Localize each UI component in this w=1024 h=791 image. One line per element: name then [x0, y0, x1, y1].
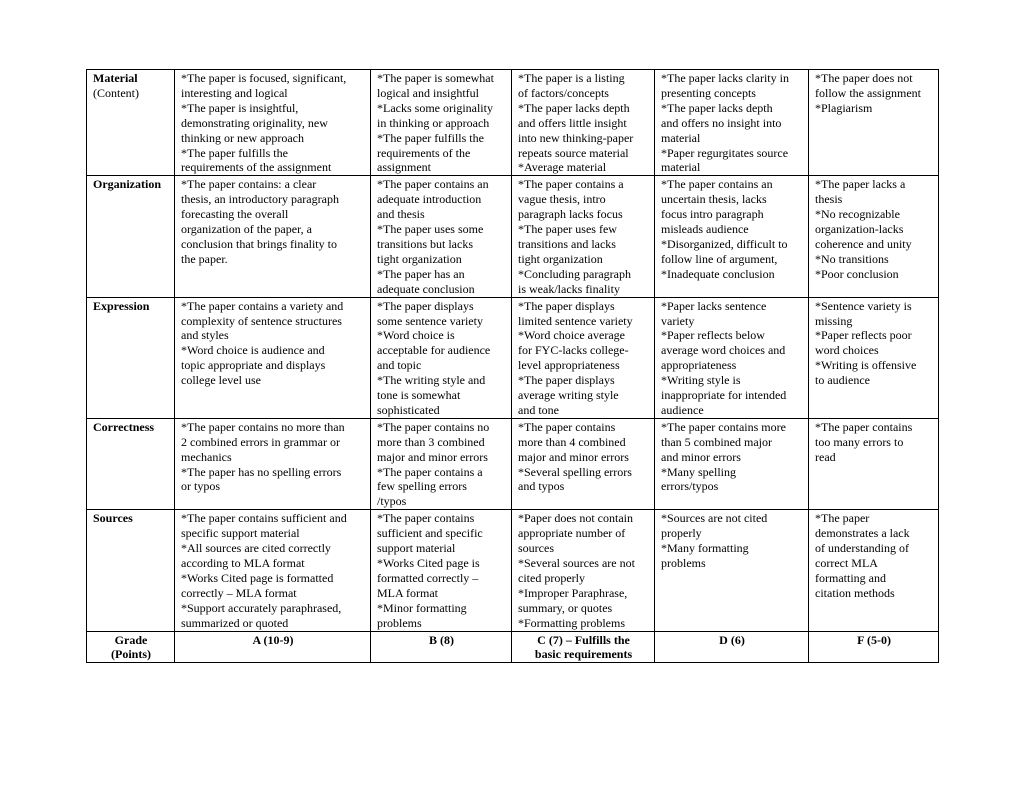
rubric-cell-d — [655, 70, 809, 176]
criterion-name: Sources — [93, 511, 133, 526]
rubric-cell-b — [371, 418, 512, 509]
rubric-cell-b — [371, 176, 512, 297]
rubric-cell-f — [809, 176, 939, 297]
cell-text: *The paper contains more than 5 combined major and minor errors *Many spelling errors/typos — [661, 419, 786, 494]
criterion-cell — [87, 176, 175, 297]
grade-row — [87, 631, 939, 663]
rubric-row-organization — [87, 176, 939, 297]
cell-text: *The paper is a listing of factors/concepts *The paper lacks depth and offers little insight into new thinking-paper repeats source material *Average material — [518, 71, 634, 175]
criterion-subtitle: (Content) — [93, 85, 139, 100]
rubric-cell-c — [512, 510, 655, 631]
cell-text: *The paper displays some sentence variety *Word choice is acceptable for audience and topic *The writing style and tone is somewhat sophisticated — [377, 298, 491, 417]
rubric-cell-a — [175, 297, 371, 418]
grade-cell-f — [809, 631, 939, 663]
grade-value: A (10-9) — [252, 632, 294, 647]
cell-text: *The paper contains too many errors to read — [815, 419, 913, 464]
rubric-row-material — [87, 70, 939, 176]
cell-text: *The paper displays limited sentence variety *Word choice average for FYC-lacks college- level appropriateness *The paper displays average writing style and tone — [518, 298, 633, 417]
grade-cell-d — [655, 631, 809, 663]
criterion-name: Correctness — [93, 419, 155, 434]
cell-text: *The paper contains sufficient and specific support material *All sources are cited correctly according to MLA format *Works Cited page is formatted correctly – MLA format *Support accurately paraphrased, summarized or quoted — [181, 511, 347, 630]
grading-rubric-table — [86, 69, 939, 663]
criterion-name: Expression — [93, 298, 150, 313]
grade-label-cell — [87, 631, 175, 663]
rubric-cell-d — [655, 297, 809, 418]
criterion-name: Material — [93, 71, 138, 85]
grade-label: Grade (Points) — [111, 632, 151, 662]
cell-text: *The paper contains more than 4 combined major and minor errors *Several spelling errors and typos — [518, 419, 632, 494]
rubric-cell-f — [809, 510, 939, 631]
cell-text: *The paper contains an adequate introduction and thesis *The paper uses some transitions but lacks tight organization *The paper has an adequate conclusion — [377, 177, 489, 296]
cell-text: *The paper contains sufficient and specific support material *Works Cited page is formatted correctly – MLA format *Minor formatting problems — [377, 511, 483, 630]
cell-text: *The paper contains a vague thesis, intro paragraph lacks focus *The paper uses few transitions and lacks tight organization *Concluding paragraph is weak/lacks finality — [518, 177, 631, 296]
rubric-cell-c — [512, 70, 655, 176]
rubric-cell-d — [655, 510, 809, 631]
criterion-cell — [87, 418, 175, 509]
rubric-row-sources — [87, 510, 939, 631]
rubric-cell-d — [655, 176, 809, 297]
cell-text: *The paper demonstrates a lack of understanding of correct MLA formatting and citation methods — [815, 511, 910, 600]
criterion-cell — [87, 70, 175, 176]
cell-text: *The paper contains no more than 3 combined major and minor errors *The paper contains a few spelling errors /typos — [377, 419, 490, 509]
grade-cell-b — [371, 631, 512, 663]
rubric-cell-a — [175, 418, 371, 509]
rubric-cell-a — [175, 70, 371, 176]
grade-value: F (5-0) — [857, 632, 891, 647]
cell-text: *The paper is focused, significant, interesting and logical *The paper is insightful, demonstrating originality, new thinking or new approach *The paper fulfills the requirements of the assignment — [181, 71, 347, 175]
cell-text: *The paper contains an uncertain thesis, lacks focus intro paragraph misleads audience *Disorganized, difficult to follow line of argument, *Inadequate conclusion — [661, 177, 788, 281]
criterion-cell — [87, 297, 175, 418]
rubric-cell-f — [809, 418, 939, 509]
criterion-cell — [87, 510, 175, 631]
rubric-cell-b — [371, 70, 512, 176]
rubric-cell-f — [809, 297, 939, 418]
rubric-cell-c — [512, 297, 655, 418]
rubric-cell-a — [175, 510, 371, 631]
rubric-cell-d — [655, 418, 809, 509]
grade-cell-c — [512, 631, 655, 663]
grade-cell-a — [175, 631, 371, 663]
cell-text: *The paper does not follow the assignment *Plagiarism — [815, 71, 921, 115]
criterion-name: Organization — [93, 177, 161, 192]
cell-text: *The paper lacks a thesis *No recognizable organization-lacks coherence and unity *No transitions *Poor conclusion — [815, 177, 912, 281]
cell-text: *Sentence variety is missing *Paper reflects poor word choices *Writing is offensive to audience — [815, 298, 917, 388]
grade-value: C (7) – Fulfills the basic requirements — [534, 632, 633, 662]
cell-text: *Paper lacks sentence variety *Paper reflects below average word choices and appropriateness *Writing style is inappropriate for intended audience — [661, 298, 787, 417]
rubric-cell-b — [371, 510, 512, 631]
grade-value: B (8) — [429, 632, 454, 647]
rubric-row-expression — [87, 297, 939, 418]
rubric-cell-b — [371, 297, 512, 418]
rubric-cell-c — [512, 176, 655, 297]
rubric-cell-c — [512, 418, 655, 509]
cell-text: *The paper contains: a clear thesis, an introductory paragraph forecasting the overall organization of the paper, a conclusion that brings finality to the paper. — [181, 177, 339, 266]
cell-text: *Sources are not cited properly *Many formatting problems — [661, 511, 768, 570]
cell-text: *The paper contains no more than 2 combined errors in grammar or mechanics *The paper has no spelling errors or typos — [181, 419, 345, 494]
cell-text: *Paper does not contain appropriate number of sources *Several sources are not cited properly *Improper Paraphrase, summary, or quotes *Formatting problems — [518, 511, 635, 630]
grade-value: D (6) — [719, 632, 745, 647]
cell-text: *The paper lacks clarity in presenting concepts *The paper lacks depth and offers no insight into material *Paper regurgitates source material — [661, 71, 789, 175]
cell-text: *The paper is somewhat logical and insightful *Lacks some originality in thinking or approach *The paper fulfills the requirements of the assignment — [377, 71, 494, 175]
rubric-row-correctness — [87, 418, 939, 509]
rubric-cell-a — [175, 176, 371, 297]
cell-text: *The paper contains a variety and complexity of sentence structures and styles *Word choice is audience and topic appropriate and displays college level use — [181, 298, 344, 388]
rubric-cell-f — [809, 70, 939, 176]
